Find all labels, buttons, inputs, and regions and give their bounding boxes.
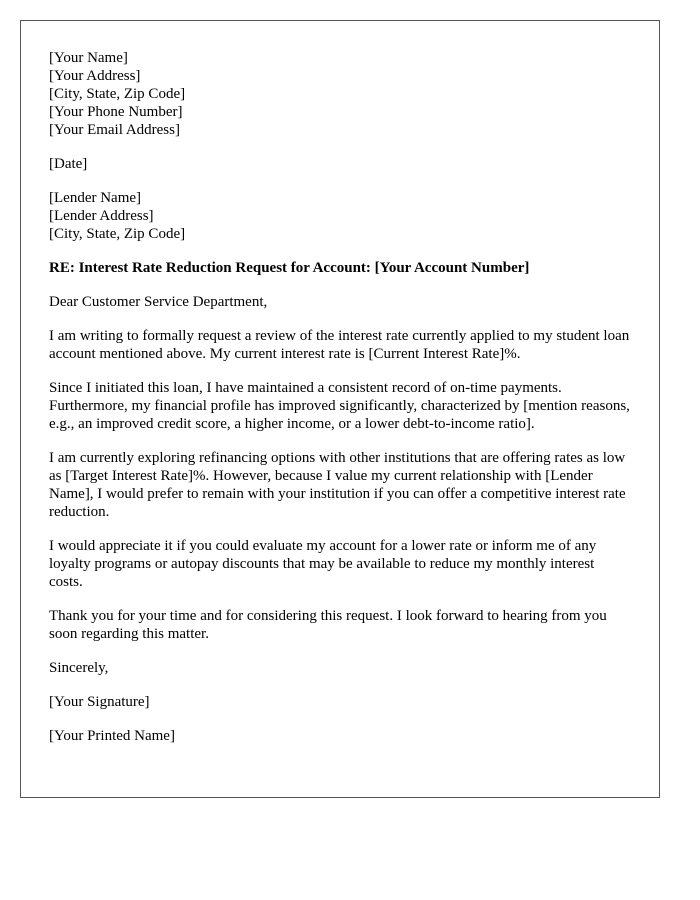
sender-block	[49, 49, 631, 139]
body-paragraph: I would appreciate it if you could evaluate my account for a lower rate or inform me of any loyalty programs or autopay discounts that may be available to reduce my monthly interest costs.	[49, 538, 597, 590]
closing: Sincerely,	[49, 660, 109, 676]
letter-page	[20, 20, 660, 798]
body-paragraph: I am currently exploring refinancing options with other institutions that are offering rates as low as [Target Interest Rate]%. However, because I value my current relationship with [Lender Name], I would prefer to remain with your institution if you can offer a competitive interest rate reduction.	[49, 450, 626, 520]
sender-name: [Your Name]	[49, 50, 128, 66]
signature: [Your Signature]	[49, 694, 150, 710]
body-paragraph: Since I initiated this loan, I have maintained a consistent record of on-time payments. Furthermore, my financial profile has improved significantly, characterized by [mention reasons, e.g., an improved credit score, a higher income, or a lower debt-to-income ratio].	[49, 380, 630, 432]
sender-phone: [Your Phone Number]	[49, 104, 183, 120]
recipient-block	[49, 189, 631, 243]
recipient-address: [Lender Address]	[49, 208, 154, 224]
date-block	[49, 155, 631, 173]
printed-name: [Your Printed Name]	[49, 728, 175, 744]
sender-address: [Your Address]	[49, 68, 141, 84]
recipient-name: [Lender Name]	[49, 190, 142, 206]
subject-line: RE: Interest Rate Reduction Request for Account: [Your Account Number]	[49, 260, 530, 276]
recipient-city-state-zip: [City, State, Zip Code]	[49, 226, 186, 242]
sender-email: [Your Email Address]	[49, 122, 180, 138]
body-paragraph: Thank you for your time and for considering this request. I look forward to hearing from you soon regarding this matter.	[49, 608, 607, 642]
body-paragraph: I am writing to formally request a review of the interest rate currently applied to my student loan account mentioned above. My current interest rate is [Current Interest Rate]%.	[49, 328, 630, 362]
salutation: Dear Customer Service Department,	[49, 294, 268, 310]
sender-city-state-zip: [City, State, Zip Code]	[49, 86, 186, 102]
letter-date: [Date]	[49, 156, 88, 172]
